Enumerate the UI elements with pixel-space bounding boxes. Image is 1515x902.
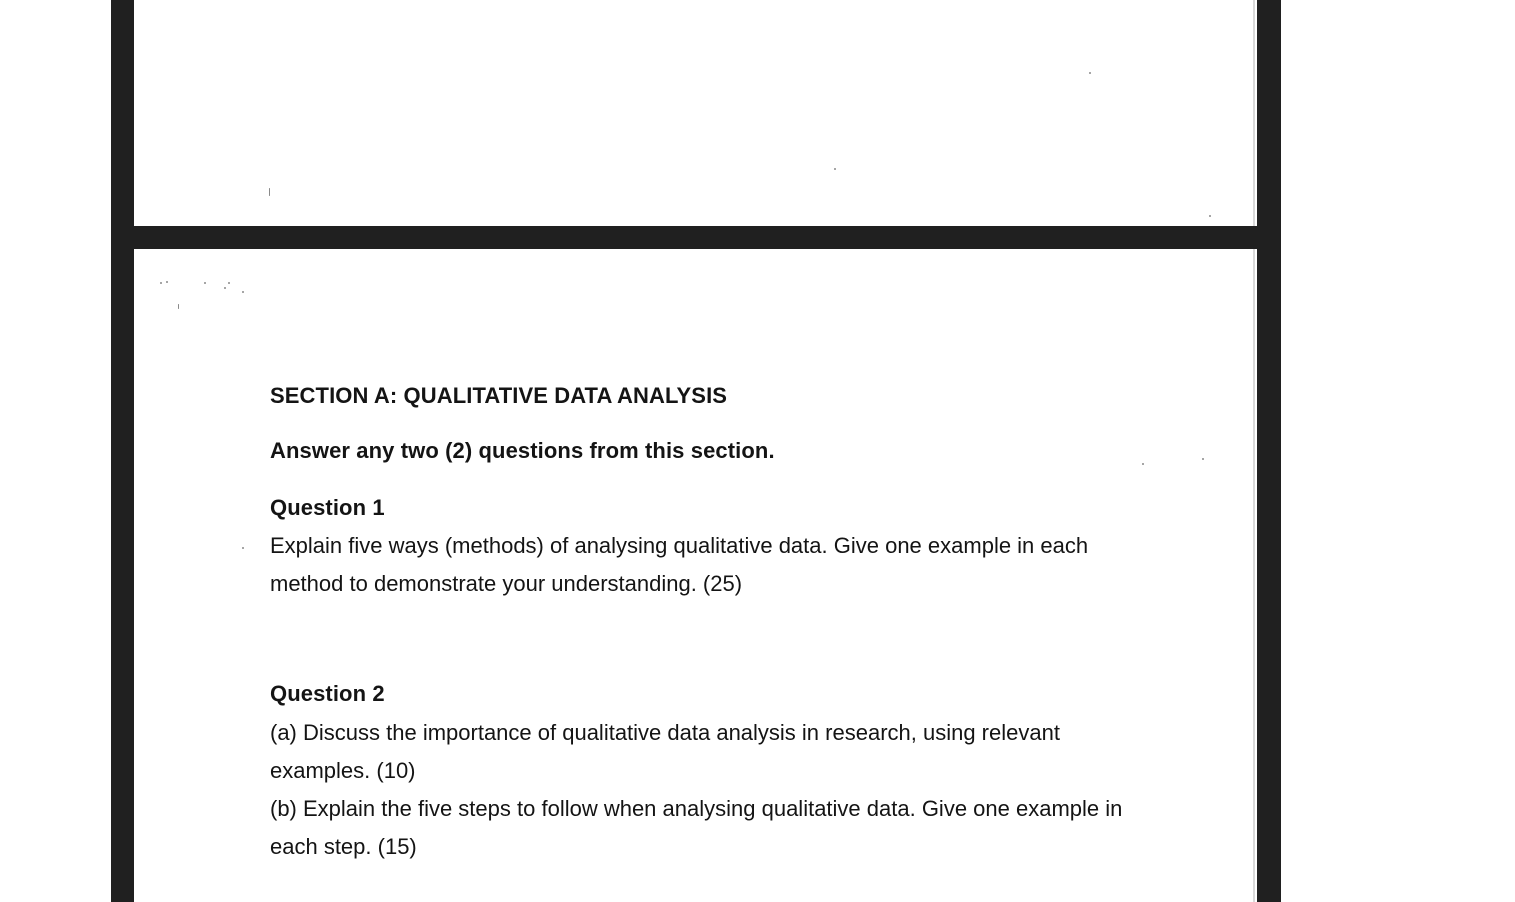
scan-speck bbox=[228, 282, 230, 284]
scan-speck bbox=[160, 282, 162, 284]
scan-speck bbox=[242, 291, 244, 293]
scan-speck bbox=[1209, 215, 1211, 217]
question-2-part-b: (b) Explain the five steps to follow when analysing qualitative data. Give one example in each step. (15) bbox=[270, 796, 1123, 859]
section-title: SECTION A: QUALITATIVE DATA ANALYSIS bbox=[270, 383, 728, 408]
scan-speck bbox=[1089, 72, 1091, 74]
scan-speck bbox=[269, 188, 270, 196]
scan-speck bbox=[242, 547, 244, 549]
question-1-paragraph: Explain five ways (methods) of analysing qualitative data. Give one example in each method to demonstrate your understanding. (25) bbox=[270, 533, 1089, 596]
current-page bbox=[134, 249, 1257, 902]
scan-speck bbox=[1142, 463, 1144, 465]
question-2-body bbox=[270, 714, 1150, 866]
scan-speck bbox=[166, 281, 168, 283]
scan-speck bbox=[224, 287, 226, 289]
document-viewer[interactable] bbox=[111, 0, 1281, 902]
scan-speck bbox=[834, 168, 836, 170]
scan-speck bbox=[178, 304, 179, 309]
instruction-text: Answer any two (2) questions from this section. bbox=[270, 438, 775, 463]
scan-speck bbox=[1202, 458, 1204, 460]
question-2-title: Question 2 bbox=[270, 681, 385, 706]
previous-page bbox=[134, 0, 1257, 226]
question-1-title: Question 1 bbox=[270, 495, 385, 520]
question-2-part-a: (a) Discuss the importance of qualitative data analysis in research, using relevant examples. (10) bbox=[270, 720, 1060, 783]
scan-speck bbox=[204, 282, 206, 284]
question-1-body bbox=[270, 527, 1150, 603]
